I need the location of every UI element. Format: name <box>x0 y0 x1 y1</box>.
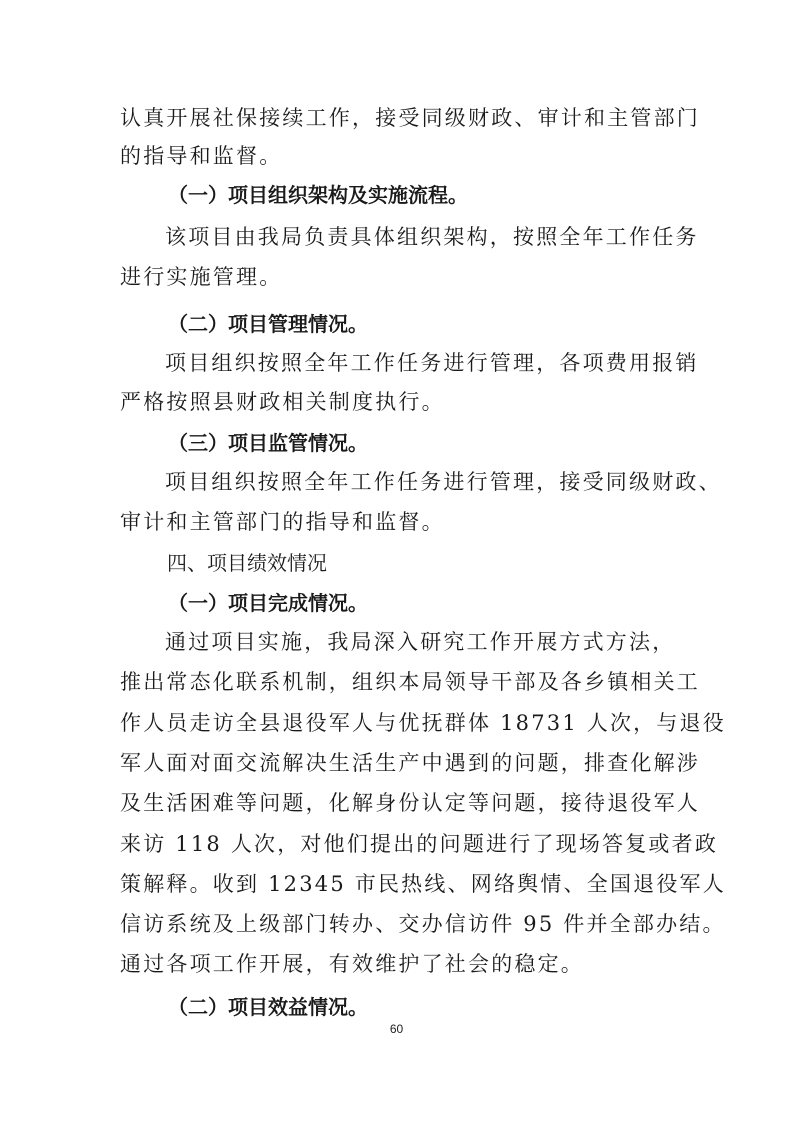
body-text-line: 推出常态化联系机制，组织本局领导干部及各乡镇相关工 <box>120 670 700 694</box>
subsection-heading: （一）项目完成情况。 <box>168 591 368 615</box>
subsection-heading: （一）项目组织架构及实施流程。 <box>168 183 468 207</box>
subsection-heading: （三）项目监管情况。 <box>168 431 368 455</box>
body-text-line: 的指导和监督。 <box>120 144 283 168</box>
body-text-line: 审计和主管部门的指导和监督。 <box>120 510 445 534</box>
body-text-line: 作人员走访全县退役军人与优抚群体 18731 人次，与退役 <box>120 711 726 735</box>
body-text-line: 军人面对面交流解决生活生产中遇到的问题，排查化解涉 <box>120 751 700 775</box>
subsection-heading: （二）项目管理情况。 <box>168 312 368 336</box>
subsection-heading: （二）项目效益情况。 <box>168 995 368 1019</box>
body-text-line: 信访系统及上级部门转办、交办信访件 95 件并全部办结。 <box>120 912 726 936</box>
body-text-line: 策解释。收到 12345 市民热线、网络舆情、全国退役军人 <box>120 872 726 896</box>
body-text-line: 项目组织按照全年工作任务进行管理，各项费用报销 <box>165 351 699 375</box>
page-number: 60 <box>389 1022 404 1036</box>
body-text-line: 来访 118 人次，对他们提出的问题进行了现场答复或者政 <box>120 832 719 856</box>
body-text-line: 通过各项工作开展，有效维护了社会的稳定。 <box>120 952 584 976</box>
body-text-line: 及生活困难等问题，化解身份认定等问题，接待退役军人 <box>120 791 700 815</box>
body-text-line: 进行实施管理。 <box>120 265 283 289</box>
body-text-line: 严格按照县财政相关制度执行。 <box>120 390 445 414</box>
section-heading: 四、项目绩效情况 <box>167 551 327 575</box>
body-text-line: 认真开展社保接续工作，接受同级财政、审计和主管部门 <box>120 106 700 130</box>
body-text-line: 该项目由我局负责具体组织架构，按照全年工作任务 <box>165 225 699 249</box>
body-text-line: 通过项目实施，我局深入研究工作开展方式方法， <box>165 630 676 654</box>
body-text-line: 项目组织按照全年工作任务进行管理，接受同级财政、 <box>165 470 722 494</box>
